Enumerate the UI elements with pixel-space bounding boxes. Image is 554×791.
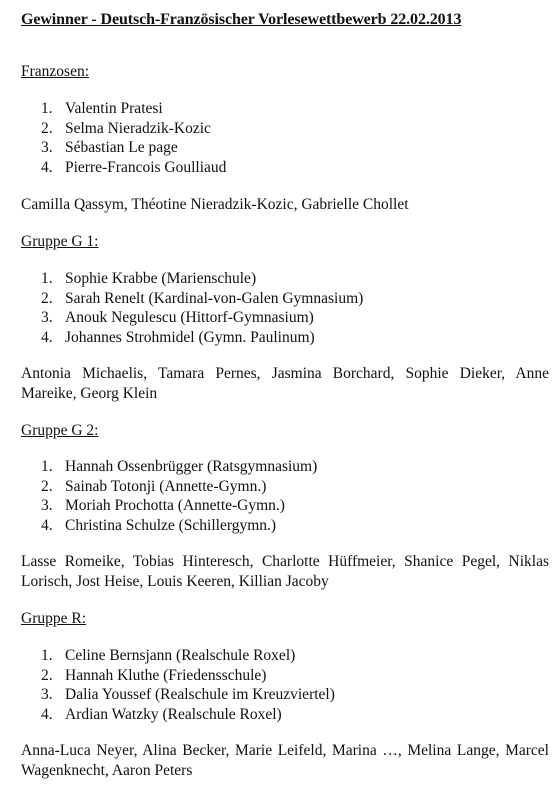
group-heading-g2: Gruppe G 2: (21, 422, 99, 439)
document-title: Gewinner - Deutsch-Französischer Vorlesewettbewerb 22.02.2013 (21, 11, 462, 28)
winner-name: Christina Schulze (Schillergymn.) (65, 516, 277, 534)
other-participants-g2: Lasse Romeike, Tobias Hinteresch, Charlotte Hüffmeier, Shanice Pegel, Niklas Lorisch, Jost Heise, Louis Keeren, Killian Jacoby (21, 553, 549, 590)
winner-rank: 1. (41, 100, 53, 117)
winner-rank: 4. (41, 328, 53, 346)
winner-name: Valentin Pratesi (65, 100, 163, 117)
winner-item (21, 158, 226, 178)
winner-name: Sébastian Le page (65, 139, 178, 156)
winner-name: Pierre-Francois Goulliaud (65, 158, 227, 176)
winner-item (21, 685, 335, 705)
winner-name: Hannah Ossenbrügger (Ratsgymnasium) (65, 458, 318, 475)
winner-item (21, 119, 226, 139)
winner-name: Sophie Krabbe (Marienschule) (65, 270, 257, 287)
winner-item (21, 99, 226, 119)
winner-list-g1 (21, 269, 363, 347)
winner-rank: 1. (41, 458, 53, 475)
winner-rank: 2. (41, 289, 53, 307)
winner-item (21, 516, 317, 536)
winner-list-g2 (21, 457, 317, 535)
winner-item (21, 666, 335, 686)
winner-name: Ardian Watzky (Realschule Roxel) (65, 705, 282, 723)
winner-list-r (21, 646, 335, 724)
winner-name: Anouk Negulescu (Hittorf-Gymnasium) (65, 309, 314, 326)
winner-item (21, 269, 363, 289)
winner-rank: 1. (41, 647, 53, 664)
winner-rank: 3. (41, 497, 53, 514)
winner-rank: 4. (41, 158, 53, 176)
winner-rank: 4. (41, 705, 53, 723)
winner-list-franzosen (21, 99, 226, 177)
group-heading-r: Gruppe R: (21, 610, 87, 627)
group-heading-g1: Gruppe G 1: (21, 233, 99, 250)
winner-rank: 2. (41, 477, 53, 495)
winner-item (21, 477, 317, 497)
winner-item (21, 289, 363, 309)
winner-item (21, 496, 317, 516)
winner-item (21, 308, 363, 328)
winner-rank: 3. (41, 686, 53, 703)
winner-item (21, 328, 363, 348)
winner-item (21, 646, 335, 666)
winner-name: Dalia Youssef (Realschule im Kreuzviertel) (65, 686, 335, 703)
other-participants-r: Anna-Luca Neyer, Alina Becker, Marie Leifeld, Marina …, Melina Lange, Marcel Wagenknecht, Aaron Peters (21, 742, 549, 779)
winner-name: Selma Nieradzik-Kozic (65, 119, 211, 137)
winner-name: Johannes Strohmidel (Gymn. Paulinum) (65, 328, 315, 346)
winner-name: Sarah Renelt (Kardinal-von-Galen Gymnasium) (65, 289, 364, 307)
winner-name: Moriah Prochotta (Annette-Gymn.) (65, 497, 285, 514)
winner-rank: 3. (41, 309, 53, 326)
winner-name: Celine Bernsjann (Realschule Roxel) (65, 647, 296, 664)
winner-rank: 2. (41, 119, 53, 137)
winner-rank: 3. (41, 139, 53, 156)
group-heading-franzosen: Franzosen: (21, 63, 90, 80)
winner-item (21, 138, 226, 158)
winner-rank: 1. (41, 270, 53, 287)
winner-item (21, 705, 335, 725)
winner-name: Sainab Totonji (Annette-Gymn.) (65, 477, 267, 495)
winner-rank: 4. (41, 516, 53, 534)
winner-name: Hannah Kluthe (Friedensschule) (65, 666, 267, 684)
winner-item (21, 457, 317, 477)
other-participants-g1: Antonia Michaelis, Tamara Pernes, Jasmina Borchard, Sophie Dieker, Anne Mareike, Georg Klein (21, 365, 549, 402)
other-participants-franzosen: Camilla Qassym, Théotine Nieradzik-Kozic, Gabrielle Chollet (21, 196, 409, 213)
winner-rank: 2. (41, 666, 53, 684)
